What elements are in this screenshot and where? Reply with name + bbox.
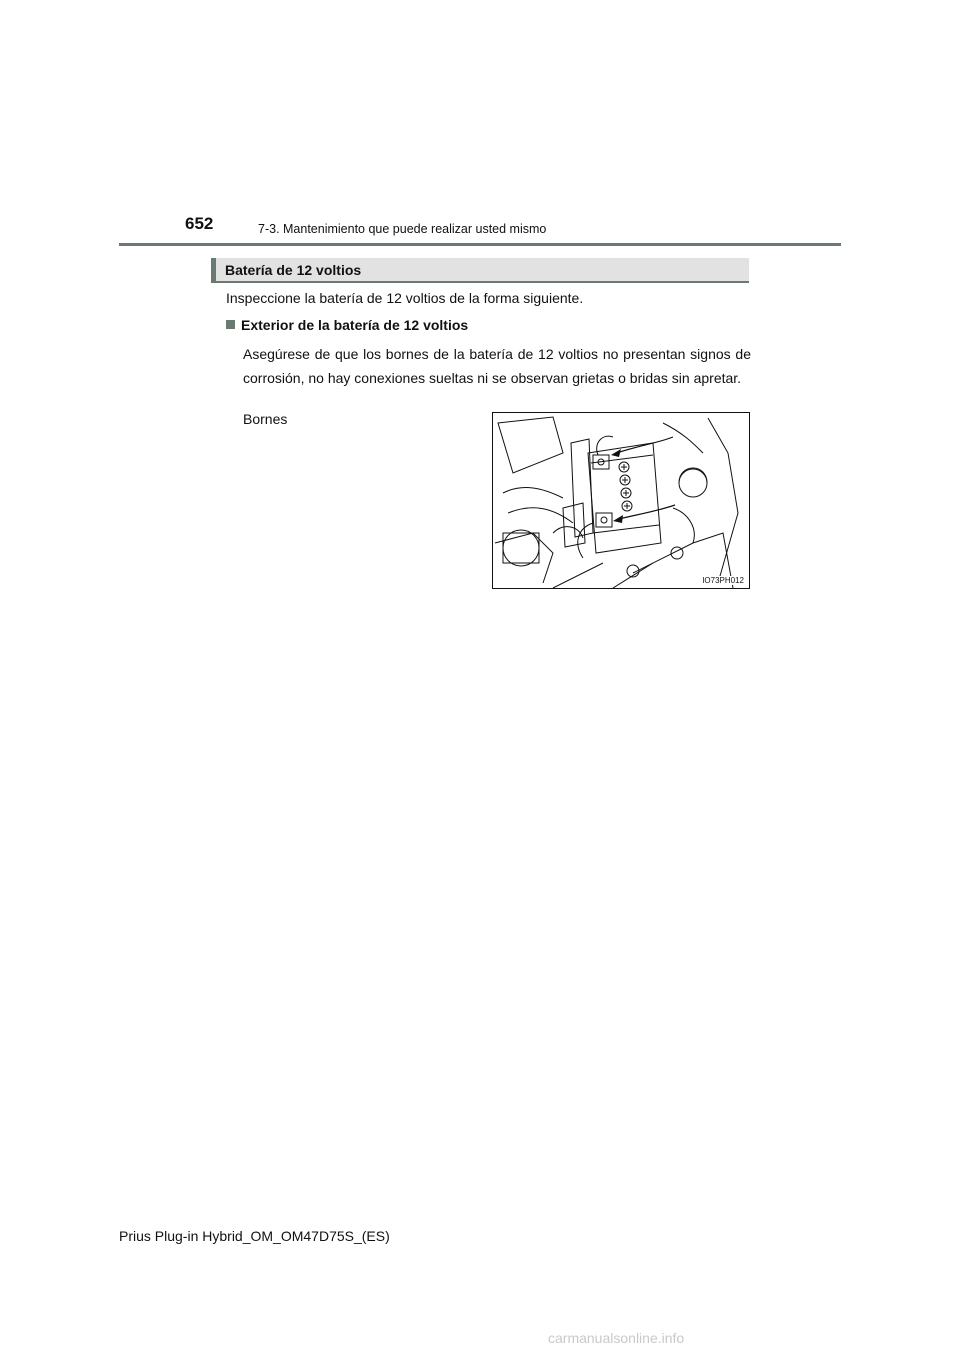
figure-code: IO73PH012 — [702, 576, 744, 585]
header-rule — [119, 243, 841, 246]
section-heading-title: Batería de 12 voltios — [225, 262, 362, 278]
watermark: carmanualsonline.info — [548, 1330, 685, 1346]
section-heading-accent — [211, 258, 216, 281]
square-bullet-icon — [226, 320, 235, 329]
page-number: 652 — [185, 214, 214, 233]
figure-caption: Bornes — [243, 411, 288, 427]
battery-illustration — [492, 412, 750, 589]
document-id: Prius Plug-in Hybrid_OM_OM47D75S_(ES) — [119, 1228, 390, 1244]
section-reference: 7-3. Mantenimiento que puede realizar usted mismo — [258, 222, 547, 236]
body-paragraph: Asegúrese de que los bornes de la batería de 12 voltios no presentan signos de corrosión, no hay conexiones sueltas ni se observan grietas o bridas sin apretar. — [243, 346, 751, 386]
intro-text: Inspeccione la batería de 12 voltios de la forma siguiente. — [226, 290, 584, 306]
subheading — [226, 317, 468, 333]
subheading-text: Exterior de la batería de 12 voltios — [241, 317, 469, 333]
section-heading-bar — [211, 258, 749, 283]
battery-engine-bay-drawing — [493, 413, 749, 588]
